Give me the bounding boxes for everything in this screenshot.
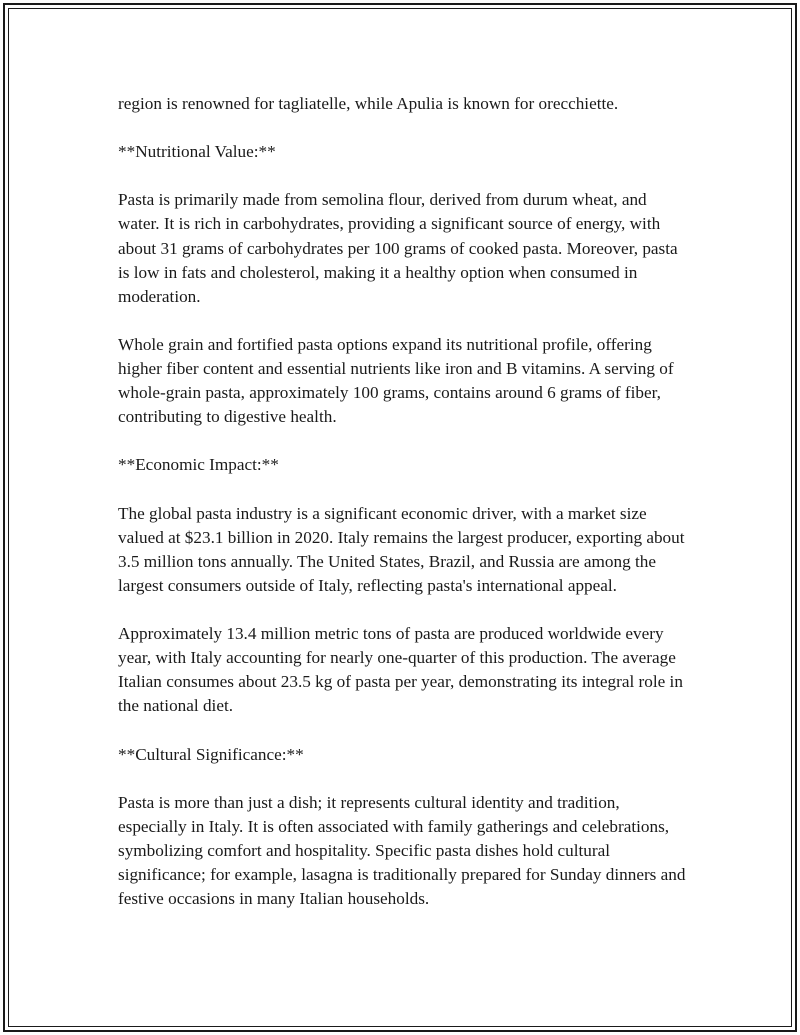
- paragraph-whole-grain: Whole grain and fortified pasta options expand its nutritional profile, offering higher fiber content and essential nutrients like iron and B vitamins. A serving of whole-grain pasta, approximately 100 grams, contains around 6 grams of fiber, contributing to digestive health.: [118, 334, 674, 427]
- paragraph-global-industry: The global pasta industry is a significant economic driver, with a market size valued at $23.1 billion in 2020. Italy remains the largest producer, exporting about 3.5 million tons annually. The United States, Brazil, and Russia are among the largest consumers outside of Italy, reflecting pasta's international appeal.: [118, 503, 685, 595]
- section-heading-cultural-significance: **Cultural Significance:**: [118, 744, 304, 764]
- paragraph-cultural-identity: Pasta is more than just a dish; it represents cultural identity and tradition, especially in Italy. It is often associated with family gatherings and celebrations, symbolizing comfort and hospitality. Specific pasta dishes hold cultural significance; for example, lasagna is traditionally prepared for Sunday dinners and festive occasions in many Italian households.: [118, 792, 686, 909]
- paragraph-continued: region is renowned for tagliatelle, while Apulia is known for orecchiette.: [118, 94, 619, 113]
- section-heading-economic-impact: **Economic Impact:**: [118, 455, 279, 475]
- paragraph-production: Approximately 13.4 million metric tons of pasta are produced worldwide every year, with Italy accounting for nearly one-quarter of this production. The average Italian consumes about 23.5 kg of pasta per year, demonstrating its integral role in the national diet.: [118, 624, 683, 716]
- document-body: [118, 92, 690, 935]
- paragraph-pasta-ingredients: Pasta is primarily made from semolina flour, derived from durum wheat, and water. It is rich in carbohydrates, providing a significant source of energy, with about 31 grams of carbohydrates per 100 grams of cooked pasta. Moreover, pasta is low in fats and cholesterol, making it a healthy option when consumed in moderation.: [118, 190, 678, 306]
- section-heading-nutritional-value: **Nutritional Value:**: [118, 142, 276, 162]
